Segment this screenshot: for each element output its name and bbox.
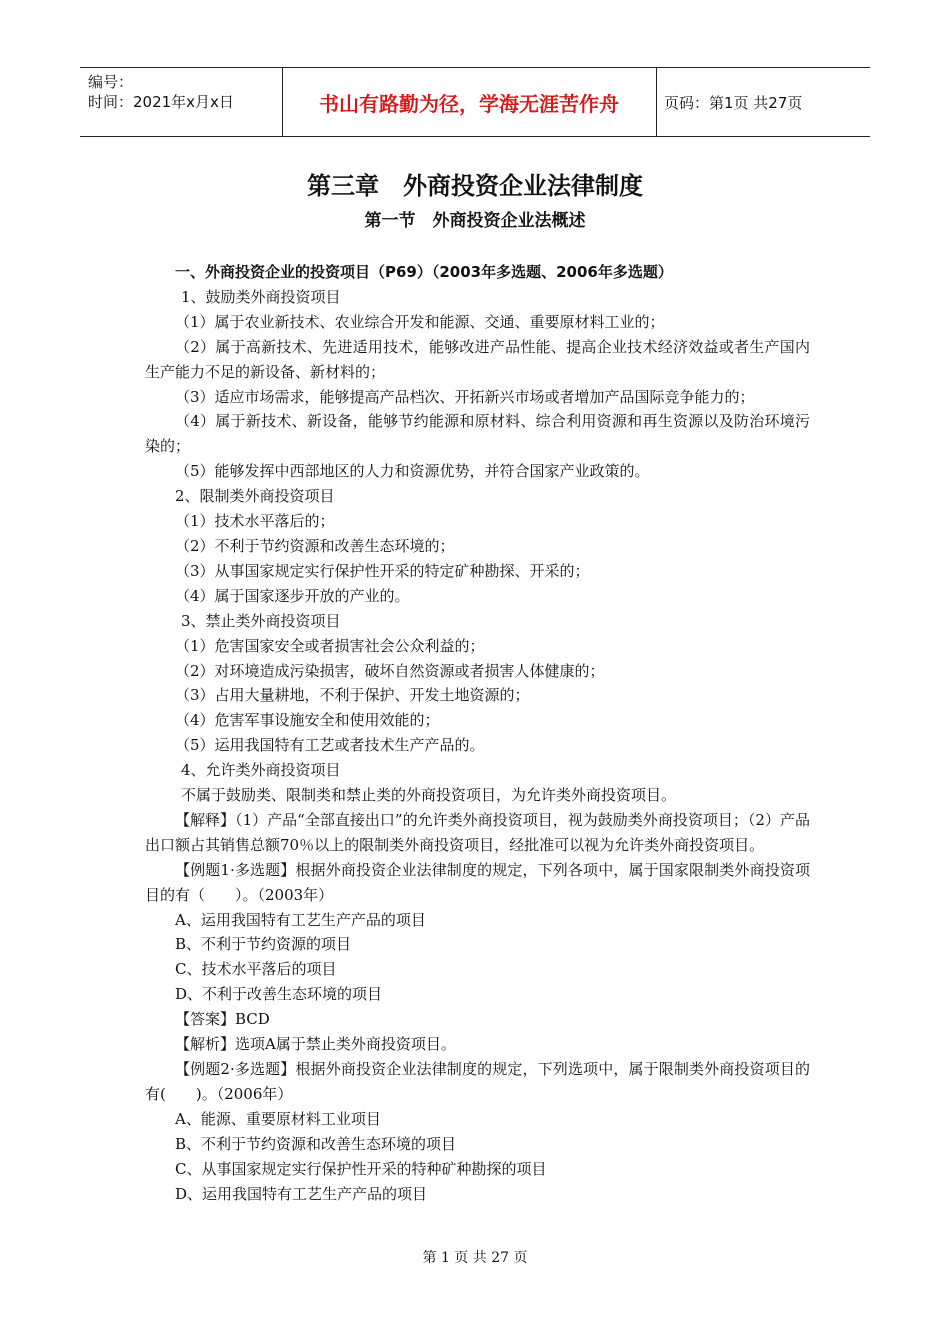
list-item: （4）属于新技术、新设备，能够节约能源和原材料、综合利用资源和再生资源以及防治环境污染的； bbox=[145, 412, 810, 456]
document-header bbox=[80, 67, 870, 137]
option-item: A、运用我国特有工艺生产产品的项目 bbox=[175, 910, 426, 929]
list-item: （5）运用我国特有工艺或者技术生产产品的。 bbox=[175, 736, 485, 755]
category-heading: 1、鼓励类外商投资项目 bbox=[181, 287, 341, 306]
page-footer: 第 1 页 共 27 页 bbox=[422, 1250, 528, 1266]
option-item: D、不利于改善生态环境的项目 bbox=[175, 985, 383, 1004]
category-heading: 2、限制类外商投资项目 bbox=[175, 487, 335, 506]
option-item: C、从事国家规定实行保护性开采的特种矿种勘探的项目 bbox=[175, 1159, 547, 1178]
list-item: （1）属于农业新技术、农业综合开发和能源、交通、重要原材料工业的； bbox=[175, 312, 665, 331]
section-heading: 一、外商投资企业的投资项目（P69）（2003年多选题、2006年多选题） bbox=[175, 263, 673, 281]
category-heading: 4、允许类外商投资项目 bbox=[181, 761, 341, 780]
list-item: （4）危害军事设施安全和使用效能的； bbox=[175, 711, 440, 730]
header-divider bbox=[656, 68, 657, 136]
header-page-info: 页码：第1页 共27页 bbox=[664, 93, 803, 112]
example-question: 【例题2·多选题】根据外商投资企业法律制度的规定，下列选项中，属于限制类外商投资项目的有( )。（2006年） bbox=[145, 1060, 810, 1103]
header-motto: 书山有路勤为径，学海无涯苦作舟 bbox=[319, 91, 619, 116]
answer: 【答案】BCD bbox=[175, 1010, 270, 1029]
option-item: C、技术水平落后的项目 bbox=[175, 960, 337, 979]
body-text bbox=[145, 260, 810, 1206]
list-item: （1）危害国家安全或者损害社会公众利益的； bbox=[175, 636, 485, 655]
option-item: D、运用我国特有工艺生产产品的项目 bbox=[175, 1184, 428, 1203]
chapter-title: 第三章 外商投资企业法律制度 bbox=[307, 172, 643, 200]
list-item: （3）占用大量耕地，不利于保护、开发土地资源的； bbox=[175, 686, 530, 705]
list-item: （2）对环境造成污染损害，破坏自然资源或者损害人体健康的； bbox=[175, 661, 605, 680]
list-item: （2）不利于节约资源和改善生态环境的； bbox=[175, 536, 455, 555]
example-question: 【例题1·多选题】根据外商投资企业法律制度的规定，下列各项中，属于国家限制类外商投资项目的有（ ）。（2003年） bbox=[145, 860, 810, 904]
option-item: B、不利于节约资源和改善生态环境的项目 bbox=[175, 1134, 457, 1153]
number-label: 编号： bbox=[88, 73, 134, 91]
section-title: 第一节 外商投资企业法概述 bbox=[364, 211, 586, 231]
paragraph: 不属于鼓励类、限制类和禁止类的外商投资项目，为允许类外商投资项目。 bbox=[181, 786, 677, 805]
option-item: B、不利于节约资源的项目 bbox=[175, 935, 352, 954]
list-item: （5）能够发挥中西部地区的人力和资源优势，并符合国家产业政策的。 bbox=[175, 462, 650, 481]
date-label: 时间：2021年x月x日 bbox=[88, 93, 234, 111]
list-item: （3）适应市场需求，能够提高产品档次、开拓新兴市场或者增加产品国际竞争能力的； bbox=[175, 387, 755, 406]
header-meta bbox=[88, 72, 234, 112]
explanation: 【解释】（1）产品“全部直接出口”的允许类外商投资项目，视为鼓励类外商投资项目；（2）产品出口额占其销售总额70％以上的限制类外商投资项目，经批准可以视为允许类外商投资项目。 bbox=[145, 810, 810, 854]
category-heading: 3、禁止类外商投资项目 bbox=[181, 611, 341, 630]
analysis: 【解析】选项A属于禁止类外商投资项目。 bbox=[175, 1035, 456, 1054]
list-item: （2）属于高新技术、先进适用技术，能够改进产品性能、提高企业技术经济效益或者生产国内生产能力不足的新设备、新材料的； bbox=[145, 337, 810, 381]
option-item: A、能源、重要原材料工业项目 bbox=[175, 1109, 381, 1128]
list-item: （1）技术水平落后的； bbox=[175, 512, 335, 531]
list-item: （3）从事国家规定实行保护性开采的特定矿种勘探、开采的； bbox=[175, 561, 590, 580]
list-item: （4）属于国家逐步开放的产业的。 bbox=[175, 586, 410, 605]
